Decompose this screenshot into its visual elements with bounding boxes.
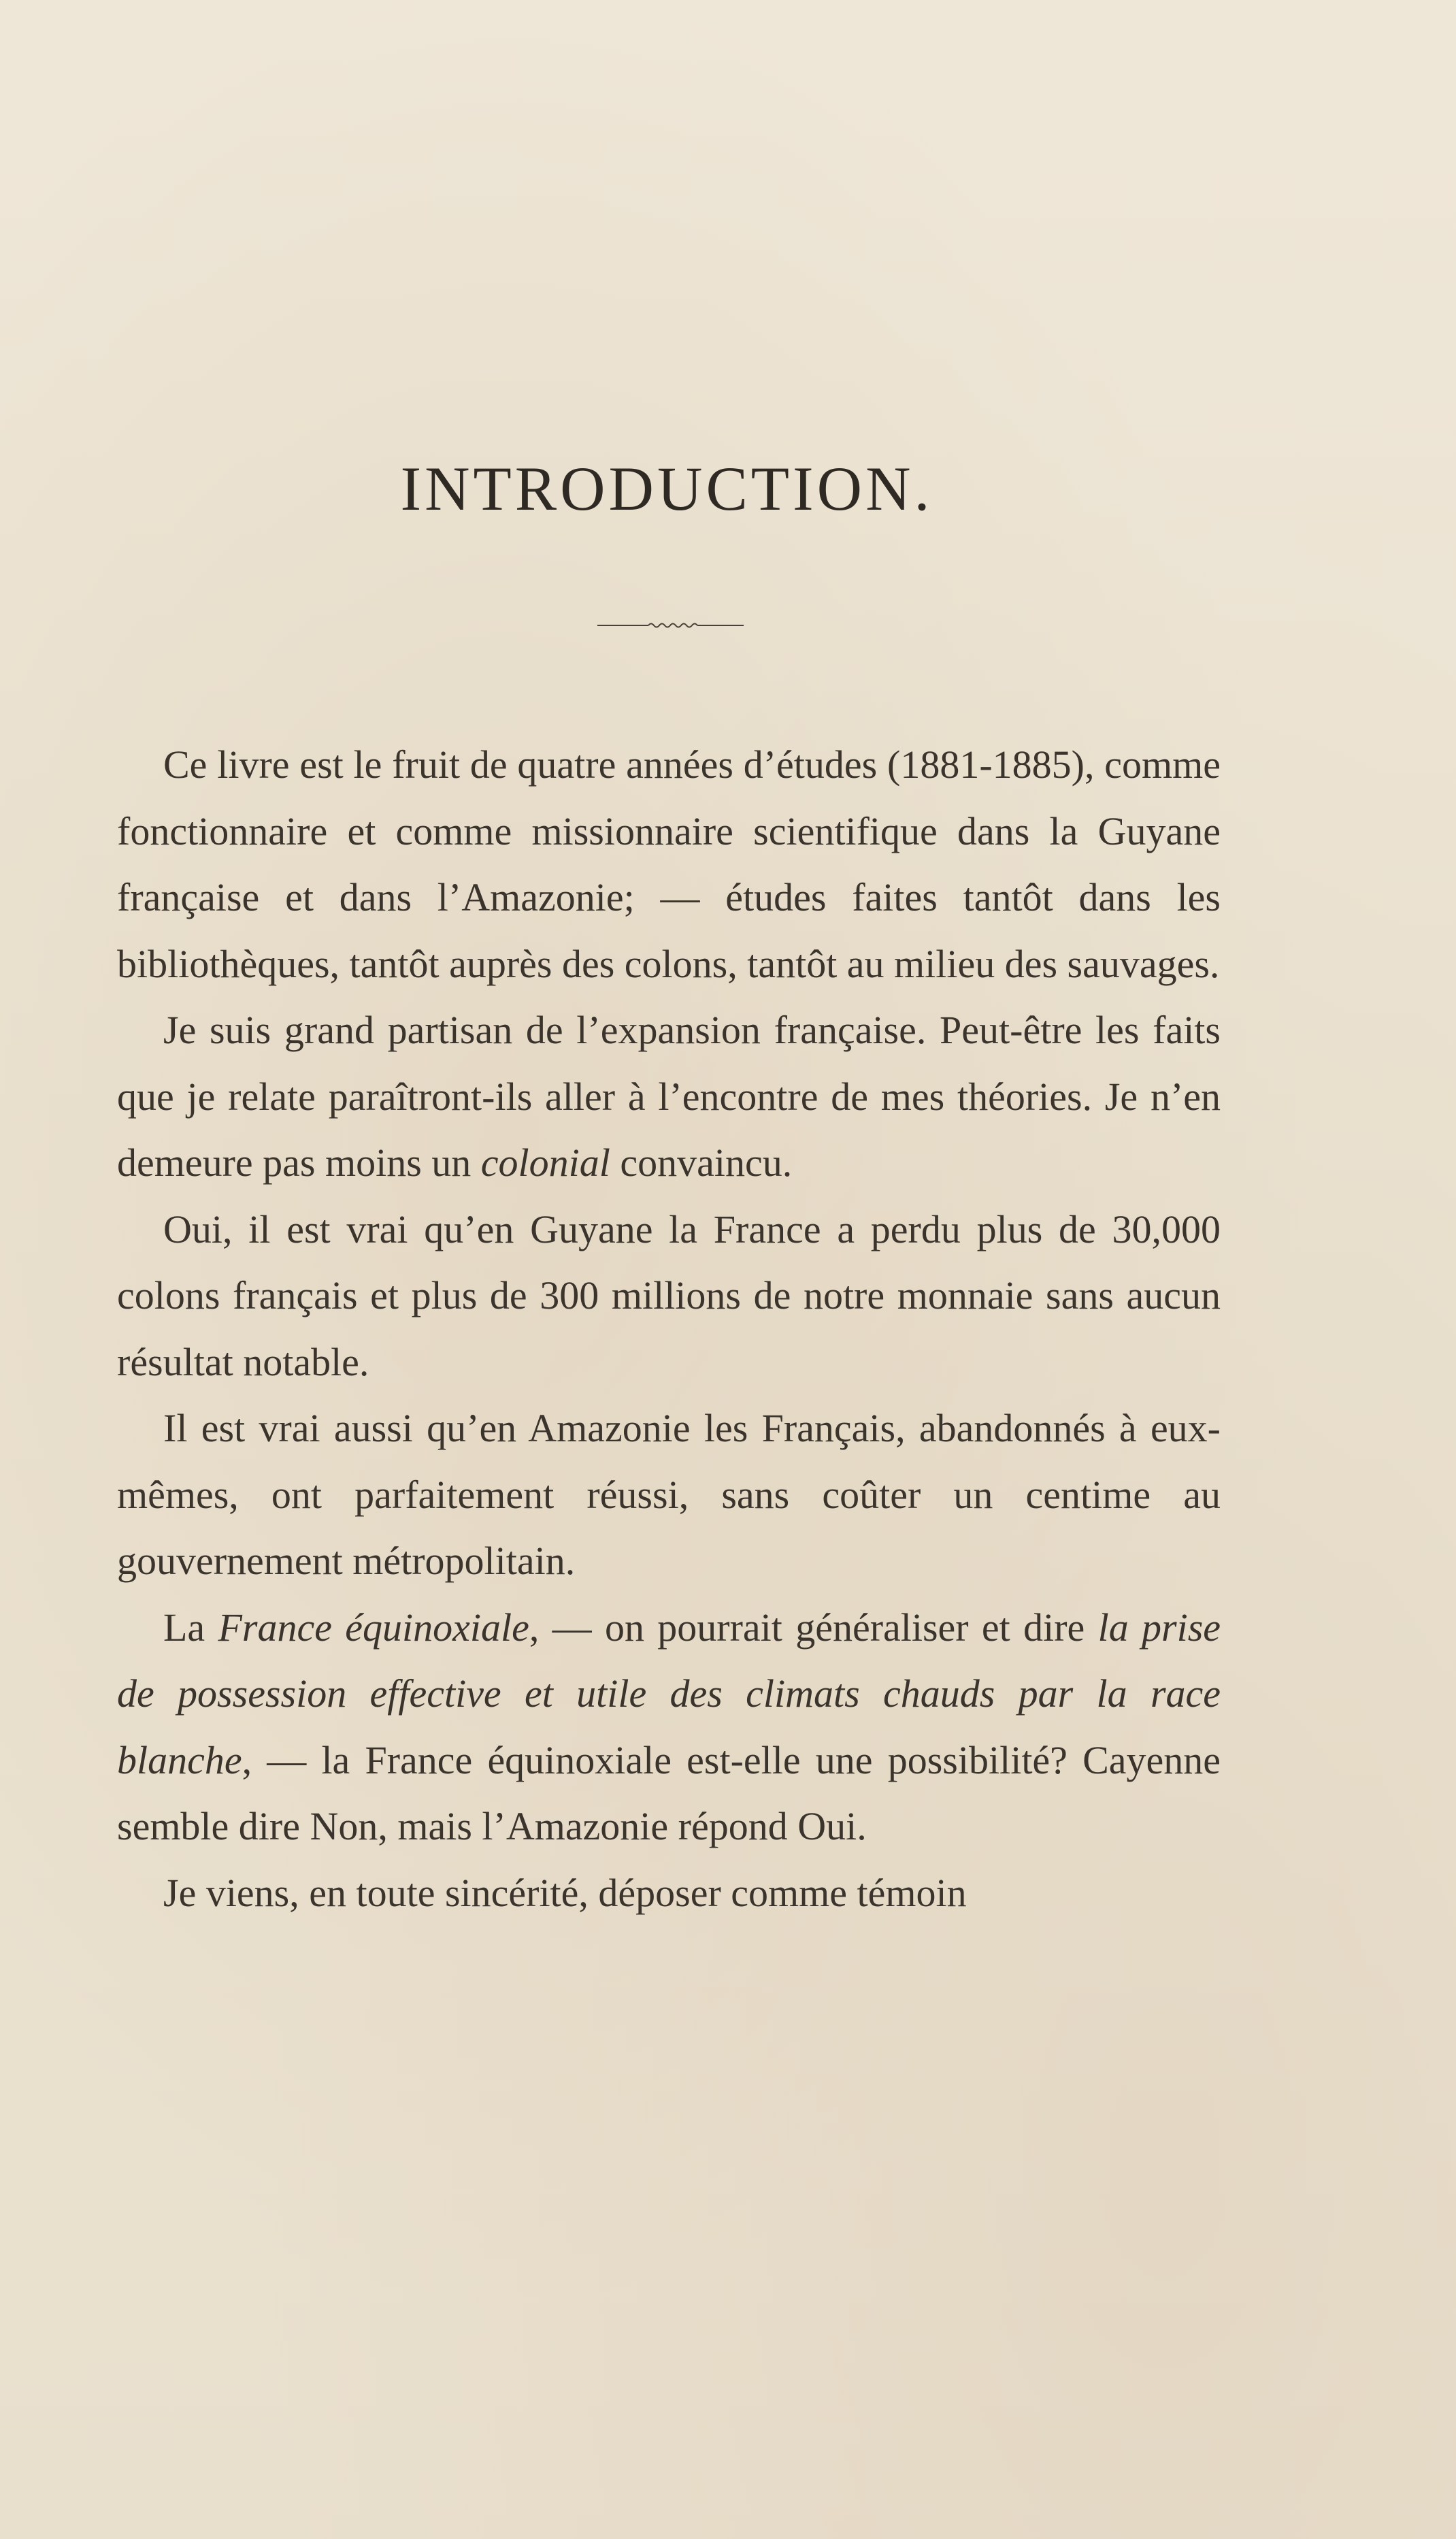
paragraph-5-text-c: , — la France équinoxiale est-elle une possibilité? Cayenne semble dire Non, mais l’Amazonie répond Oui. — [117, 1737, 1221, 1848]
paragraph-2 — [117, 997, 1221, 1196]
paragraph-6 — [117, 1860, 1221, 1927]
paragraph-4-text: Il est vrai aussi qu’en Amazonie les Français, abandonnés à eux-mêmes, ont parfaitement réussi, sans coûter un centime au gouvernement métropolitain. — [117, 1406, 1221, 1583]
paragraph-1-text: Ce livre est le fruit de quatre années d’études (1881-1885), comme fonctionnaire et comme missionnaire scientifique dans la Guyane française et dans l’Amazonie; — études faites tantôt dans les bibliothèques, tantôt auprès des colons, tantôt au milieu des sauvages. — [117, 742, 1221, 986]
paragraph-6-text: Je viens, en toute sincérité, déposer comme témoin — [163, 1870, 967, 1915]
paragraph-2-text-a: Je suis grand partisan de l’expansion française. Peut-être les faits que je relate paraîtront-ils aller à l’encontre de mes théories. Je n’en demeure pas moins un — [117, 1008, 1221, 1185]
chapter-heading: INTRODUCTION. — [400, 454, 933, 523]
introduction-text — [117, 732, 1221, 1926]
paragraph-5-italic-b: la prise de possession effective et utile des climats chauds par la race blanche — [117, 1605, 1221, 1782]
paragraph-5-text-a: La — [163, 1605, 218, 1650]
paragraph-3-text: Oui, il est vrai qu’en Guyane la France a perdu plus de 30,000 colons français et plus de 300 millions de notre monnaie sans aucun résultat notable. — [117, 1207, 1221, 1384]
ornamental-rule — [597, 618, 744, 632]
paragraph-5-text-b: , — on pourrait généraliser et dire — [529, 1605, 1098, 1650]
paragraph-3 — [117, 1196, 1221, 1396]
paragraph-5-italic-a: France équinoxiale — [218, 1605, 529, 1650]
paragraph-2-text-b: convaincu. — [610, 1141, 793, 1185]
paragraph-1 — [117, 732, 1221, 997]
paragraph-4 — [117, 1395, 1221, 1594]
paragraph-2-italic: colonial — [480, 1141, 610, 1185]
paragraph-5 — [117, 1594, 1221, 1860]
